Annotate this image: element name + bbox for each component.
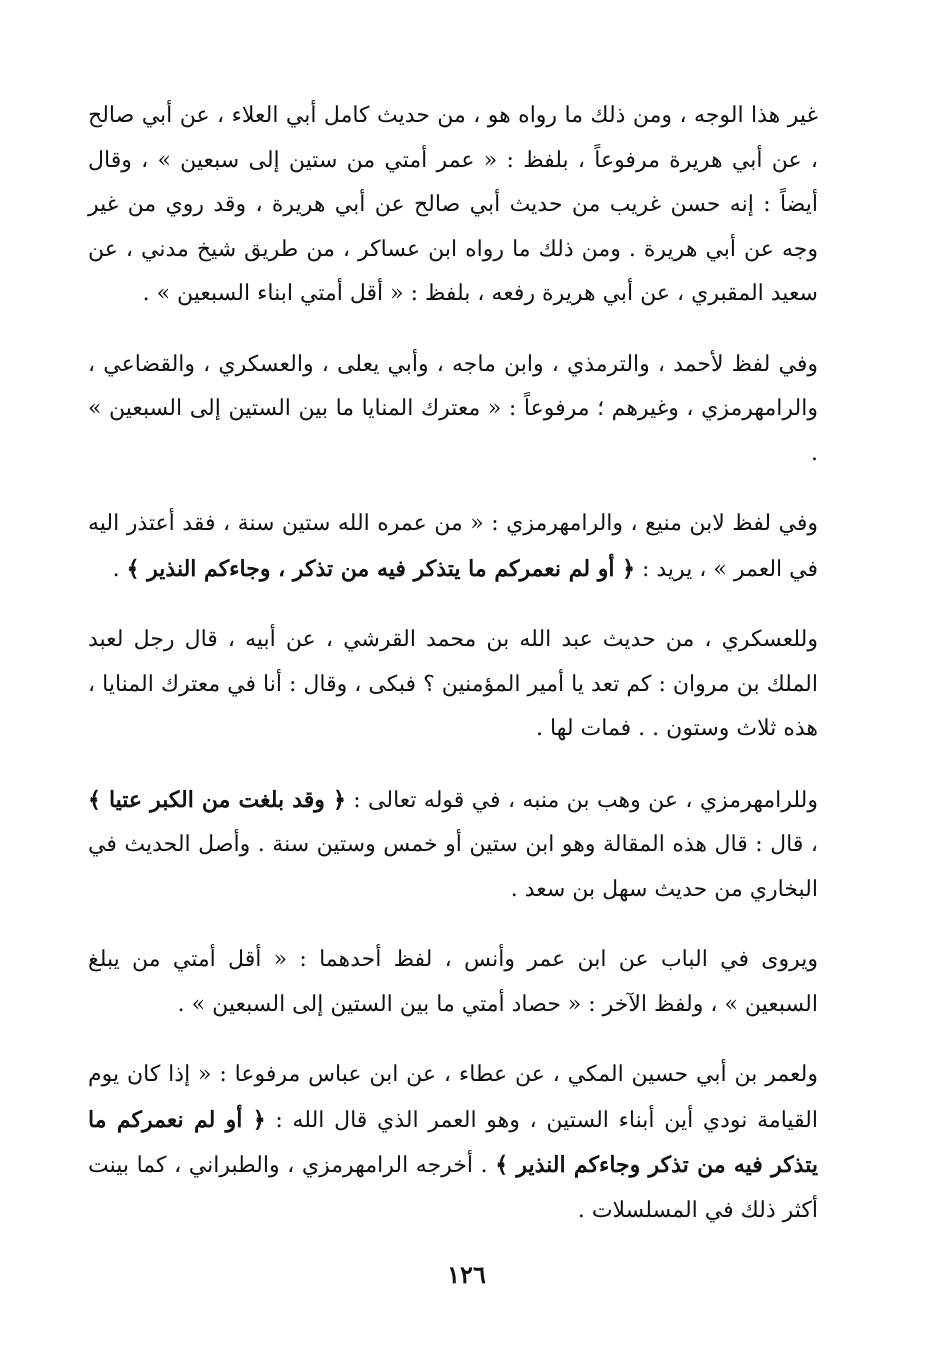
paragraph-text: . (112, 556, 127, 582)
paragraph-text: وفي لفظ لابن منيع ، والرامهرمزي : « من عمره الله ستين سنة ، فقد أعتذر اليه في العمر » ، يريد : (88, 511, 818, 582)
quran-verse: ﴿ وقد بلغت من الكبر عتيا ﴾ (88, 786, 346, 813)
paragraph-text: وفي لفظ لأحمد ، والترمذي ، وابن ماجه ، وأبي يعلى ، والعسكري ، والقضاعي ، والرامهرمزي ، وغيرهم ؛ مرفوعاً : « معترك المنايا ما بين الستين إلى السبعين » . (88, 351, 818, 466)
paragraph-1 (88, 94, 818, 317)
paragraph-4 (88, 618, 818, 752)
paragraph-5 (88, 778, 818, 913)
quran-verse: ﴿ أو لم نعمركم ما يتذكر فيه من تذكر ، وجاءكم النذير ﴾ (126, 555, 635, 582)
paragraph-3 (88, 502, 818, 592)
paragraph-text: وللرامهرمزي ، عن وهب بن منبه ، في قوله تعالى : (345, 787, 818, 813)
page-body (88, 94, 818, 1259)
paragraph-text: وللعسكري ، من حديث عبد الله بن محمد القرشي ، عن أبيه ، قال رجل لعبد الملك بن مروان : كم تعد يا أمير المؤمنين ؟ فبكى ، وقال : أنا في معترك المنايا ، هذه ثلاث وستون . . فمات لها . (88, 627, 818, 741)
paragraph-2 (88, 343, 818, 477)
paragraph-text: ، قال : قال هذه المقالة وهو ابن ستين أو خمس وستين سنة . وأصل الحديث في البخاري من حديث سهل بن سعد . (88, 832, 818, 902)
quran-verse: ﴿ أو لم نعمركم ما يتذكر فيه من تذكر وجاءكم النذير ﴾ (88, 1106, 818, 1178)
paragraph-text: . أخرجه الرامهرمزي ، والطبراني ، كما بينت أكثر ذلك في المسلسلات . (88, 1153, 818, 1223)
paragraph-text: ويروى في الباب عن ابن عمر وأنس ، لفظ أحدهما : « أقل أمتي من يبلغ السبعين » ، ولفظ الآخر : « حصاد أمتي ما بين الستين إلى السبعين » . (88, 947, 818, 1017)
paragraph-6 (88, 938, 818, 1027)
page-number: ١٢٦ (447, 1260, 486, 1289)
paragraph-7 (88, 1053, 818, 1233)
paragraph-text: ولعمر بن أبي حسين المكي ، عن عطاء ، عن ابن عباس مرفوعا : « إذا كان يوم القيامة نودي أين أبناء الستين ، وهو العمر الذي قال الله : (88, 1062, 818, 1133)
paragraph-text: غير هذا الوجه ، ومن ذلك ما رواه هو ، من حديث كامل أبي العلاء ، عن أبي صالح ، عن أبي هريرة مرفوعاً ، بلفظ : « عمر أمتي من ستين إلى سبعين » ، وقال أيضاً : إنه حسن غريب من حديث أبي صالح عن أبي هريرة ، وقد روي من غير وجه عن أبي هريرة . ومن ذلك ما رواه ابن عساكر ، من طريق شيخ مدني ، عن سعيد المقبري ، عن أبي هريرة رفعه ، بلفظ : « أقل أمتي ابناء السبعين » . (88, 103, 818, 306)
